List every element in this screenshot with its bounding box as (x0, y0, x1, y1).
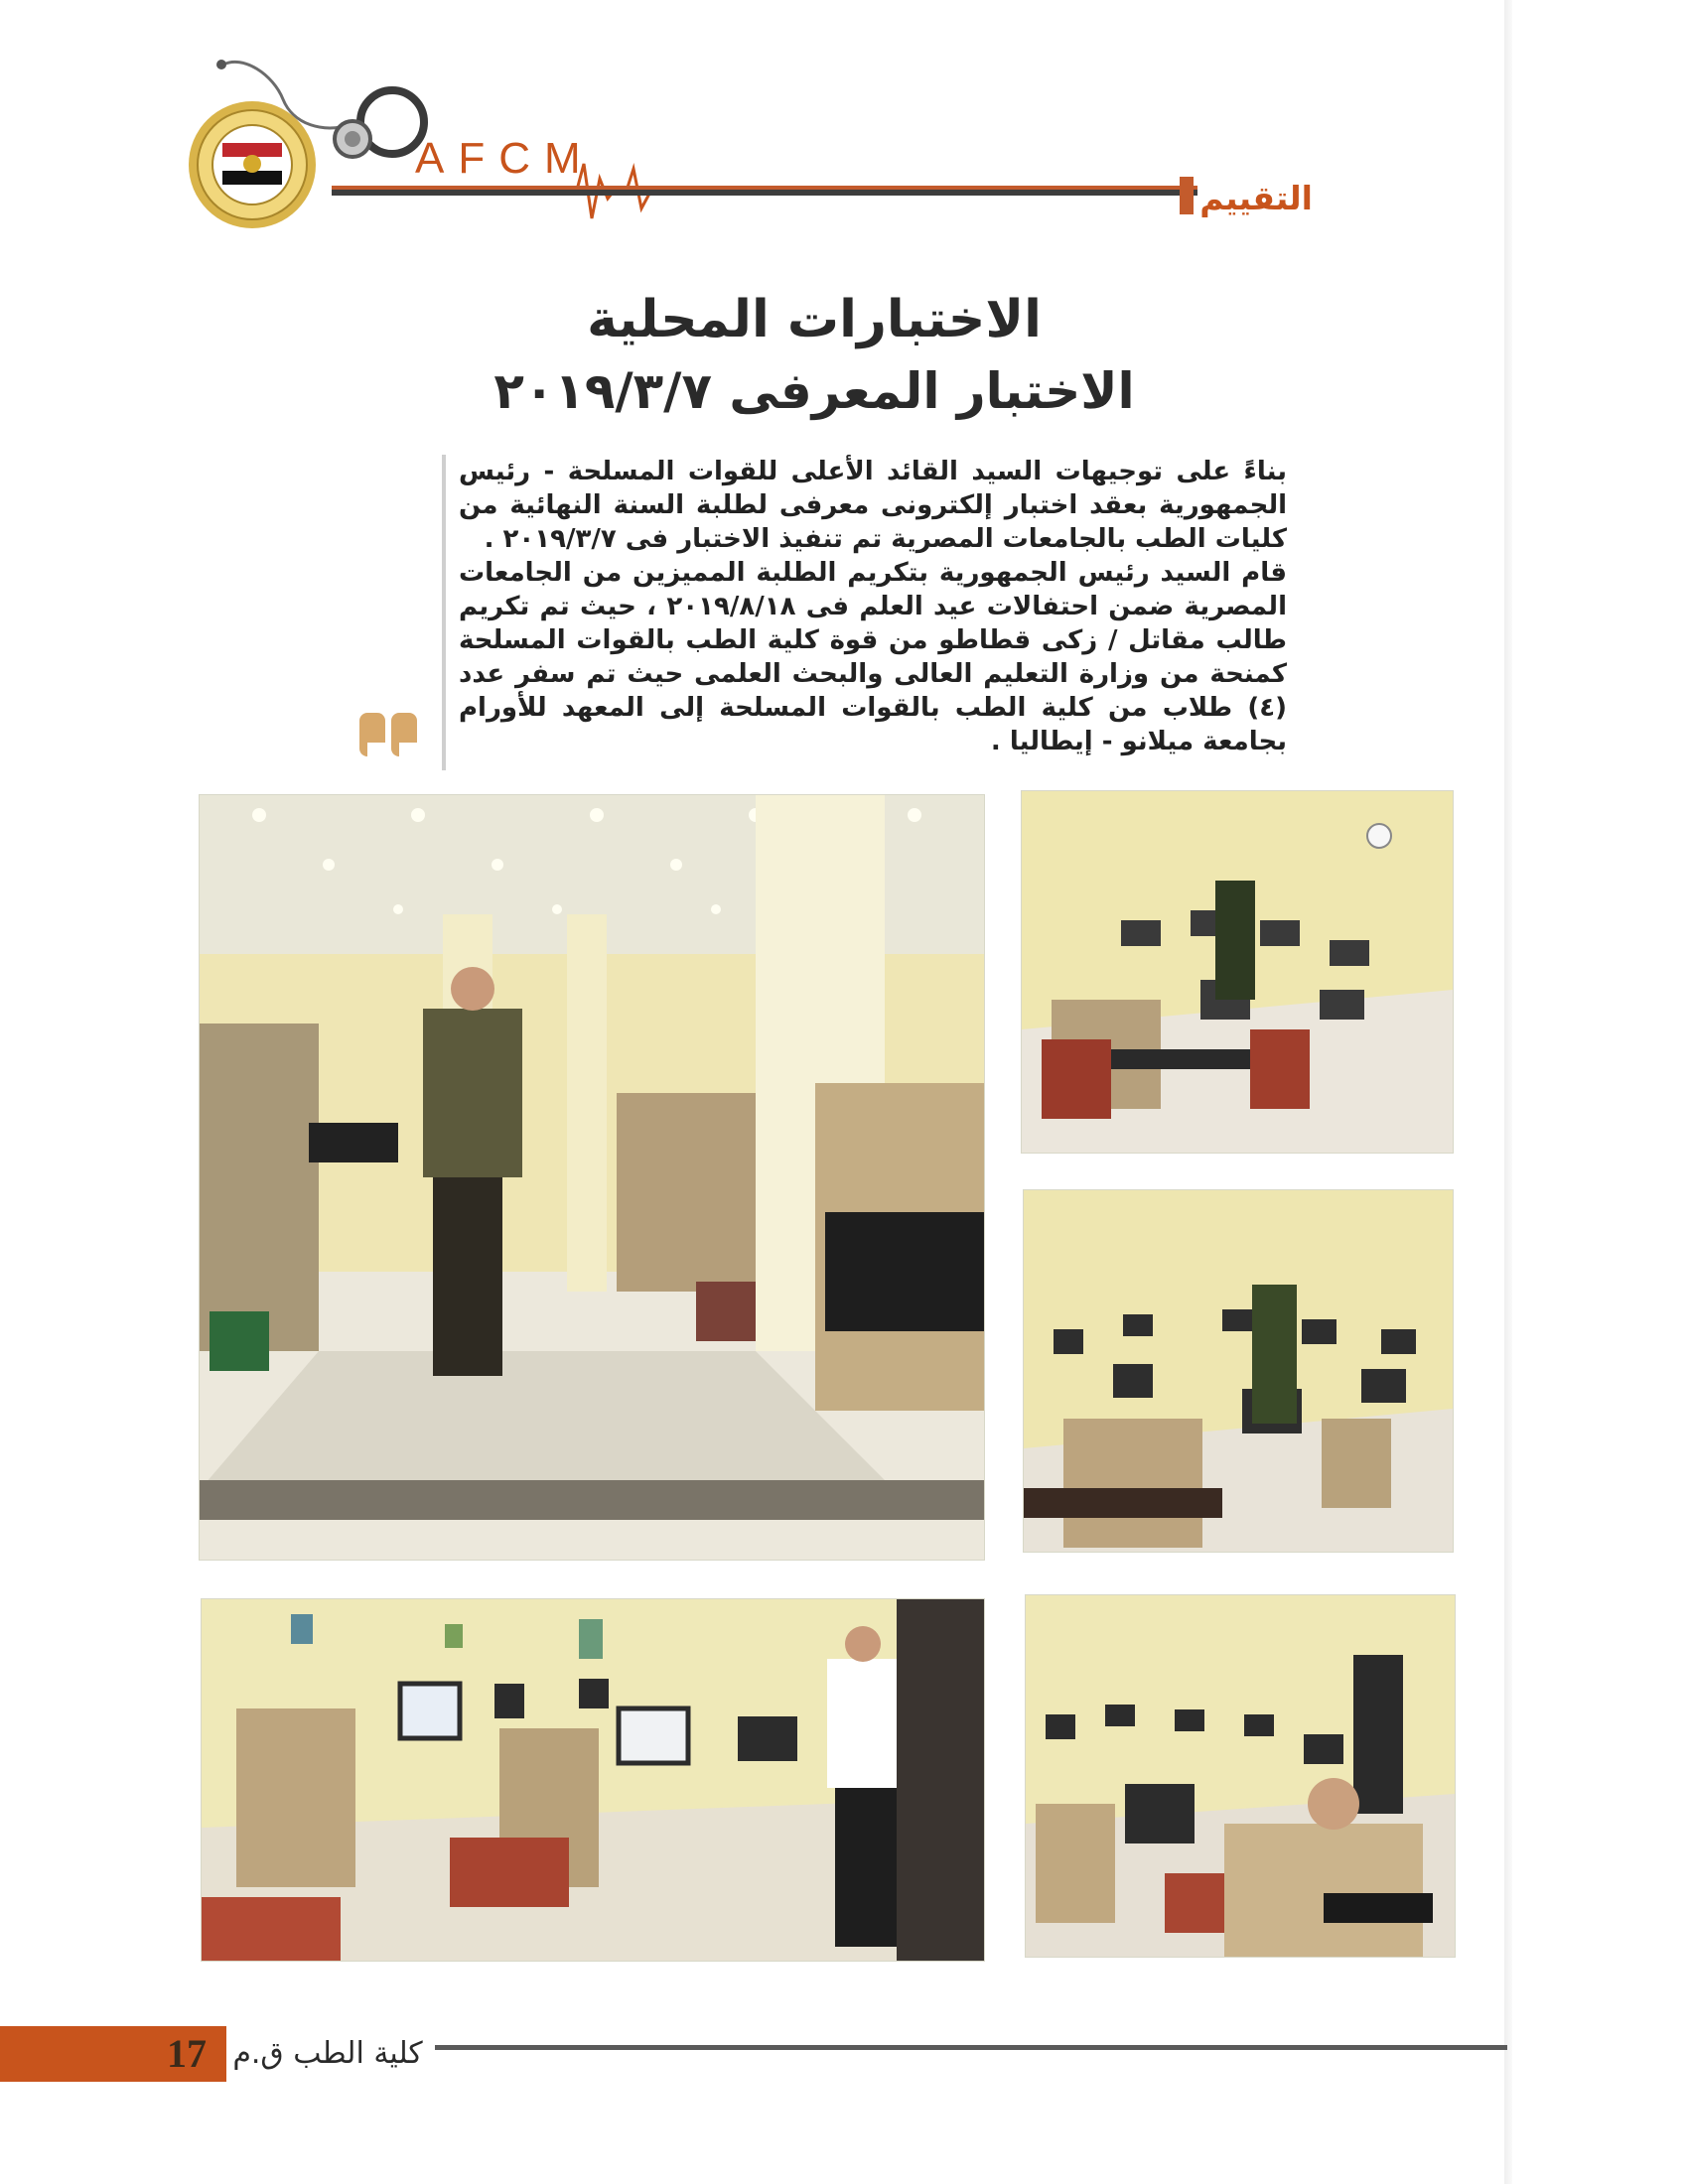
exam-hall-photo-5 (1025, 1594, 1456, 1958)
page-number: 17 (167, 2031, 207, 2076)
article-paragraph: قام السيد رئيس الجمهورية بتكريم الطلبة المميزين من الجامعات المصرية ضمن احتفالات عيد العلم فى ٢٠١٩/٨/١٨ ، حيث تم تكريم طالب مقاتل / زكى قطاطو من قوة كلية الطب بالقوات المسلحة كمنحة من وزارة التعليم العالى والبحث العلمى حيث تم سفر عدد (٤) طلاب من كلية الطب بالقوات المسلحة إلى المعهد للأورام بجامعة ميلانو - إيطاليا . (459, 558, 1287, 756)
footer-publication-name: كلية الطب ق.م (232, 2036, 423, 2071)
article-body (459, 455, 1287, 758)
exam-hall-photo-3 (1023, 1189, 1454, 1553)
header-rule (332, 186, 1197, 196)
text-margin-rule (442, 455, 446, 770)
header-tag-block (1180, 177, 1194, 214)
quote-mark-icon (359, 709, 419, 760)
page-subtitle: الاختبار المعرفى ٢٠١٩/٣/٧ (493, 362, 1135, 420)
exam-hall-photo-2 (1021, 790, 1454, 1154)
article-paragraph: بناءً على توجيهات السيد القائد الأعلى للقوات المسلحة - رئيس الجمهورية بعقد اختبار إلكترونى معرفى لطلبة السنة النهائية من كليات الطب بالجامعات المصرية تم تنفيذ الاختبار فى ٢٠١٩/٣/٧ . (459, 457, 1287, 554)
footer-rule (435, 2045, 1507, 2050)
brand-wordmark: AFCM (415, 134, 595, 183)
page-title: الاختبارات المحلية (587, 290, 1042, 349)
exam-hall-photo-main (199, 794, 985, 1561)
college-seal-logo (187, 99, 318, 230)
exam-hall-photo-4 (201, 1598, 985, 1962)
page-edge-shadow (1504, 0, 1512, 2184)
section-label: التقييم (1199, 179, 1313, 217)
